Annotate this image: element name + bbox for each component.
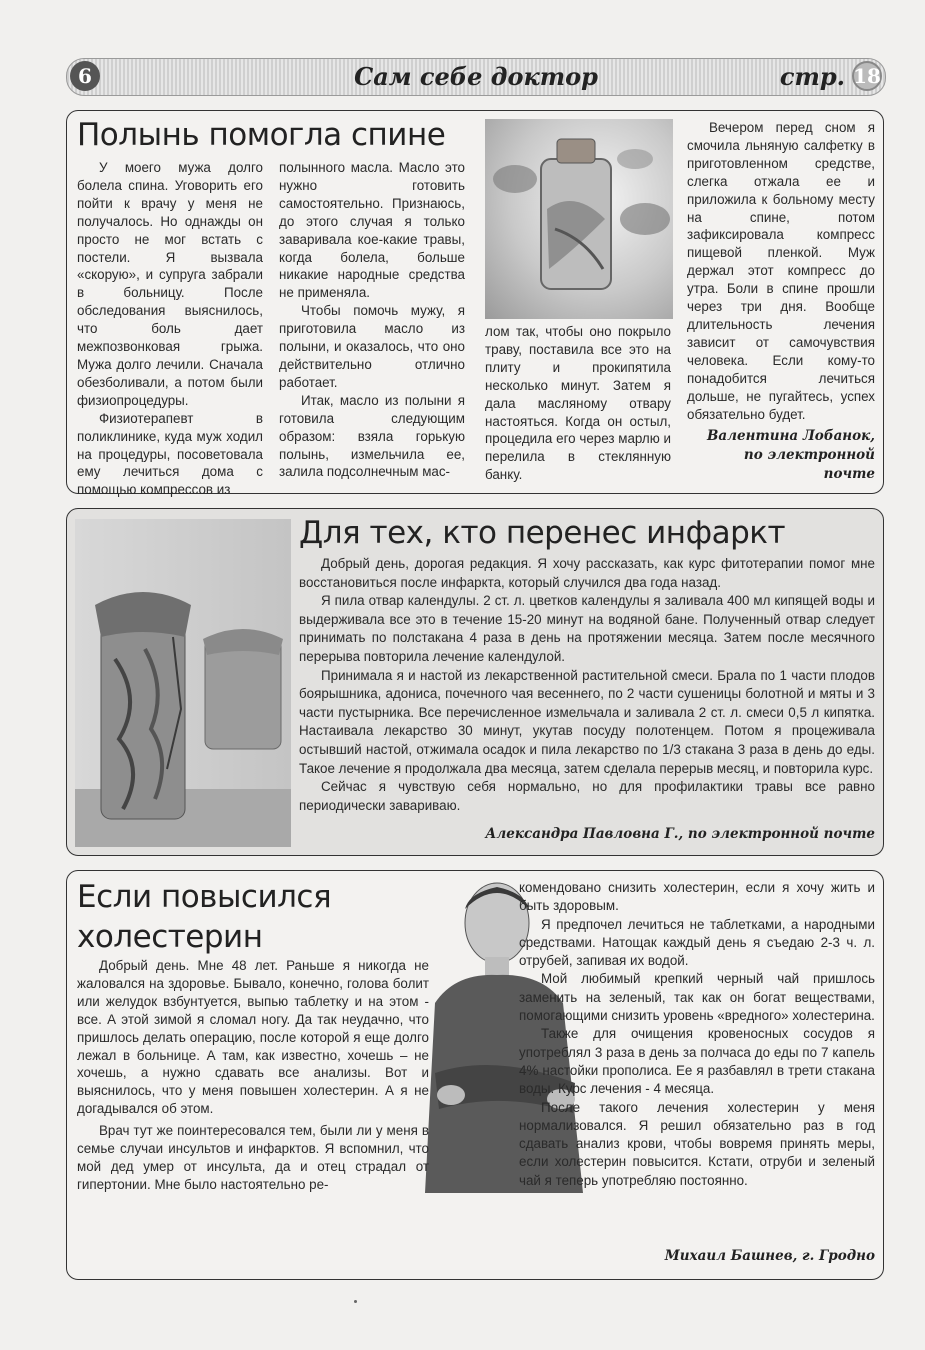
paragraph: Также для очищения кровеносных сосудов я употреблял 3 раза в день за полчаса до еды по 7 капель 4% настойки прополиса. Ее я разбавлял в трети стакана воды. Курс лечения - 4 месяца. <box>519 1026 875 1097</box>
article-column-2 <box>519 879 875 1190</box>
article-column-4 <box>687 119 875 423</box>
article-heart-attack <box>66 508 884 856</box>
paragraph: Врач тут же поинтересовался тем, были ли у меня в семье случаи инсультов и инфарктов. Я вспомнил, что мой дед умер от инсульта, да и отец страдал от гипертонии. Мне было настоятельно ре- <box>77 1123 429 1192</box>
article-column-1 <box>77 957 429 1194</box>
article-wormwood <box>66 110 884 498</box>
article-cholesterol <box>66 870 884 1280</box>
print-speck <box>354 1300 357 1303</box>
paragraph: После такого лечения холестерин у меня нормализовался. Я решил обязательно раз в год сдавать анализ крови, чтобы вовремя принять меры, если холестерин повысится. Кстати, отруби и зеленый чай я теперь употребляю постоянно. <box>519 1099 875 1188</box>
paragraph: Принимала я и настой из лекарственной растительной смеси. Брала по 1 части плодов боярышника, адониса, почечного чая весеннего, по 2 части сушеницы болотной и мяты и 3 части пустырника. Все перечисленное измельчала и заливала 2 ст. л. смеси 0,5 л кипятка. Настаивала лекарство 30 минут, укутав посуду полотенцем. Потом я процеживала остывший настой, отжимала осадок и пила лекарство по 1/3 стакана 3 раза в день до еды. Такое лечение я продолжала два месяца, затем сделала перерыв месяц, и повторила курс. <box>299 667 875 776</box>
article-title: Полынь помогла спине <box>77 117 446 153</box>
title-line: холестерин <box>77 919 263 955</box>
paragraph: комендовано снизить холестерин, если я хочу жить и быть здоровым. <box>519 880 875 914</box>
author-signature: Александра Павловна Г., по электронной почте <box>485 826 875 842</box>
paragraph: Добрый день, дорогая редакция. Я хочу рассказать, как курс фитотерапии помог мне восстановиться после инфаркта, который случился два года назад. <box>299 556 875 590</box>
signature-line: по электронной <box>743 447 875 463</box>
article-column-1 <box>77 159 263 499</box>
paragraph: Я пила отвар календулы. 2 ст. л. цветков календулы я заливала 400 мл кипящей воды и выдерживала все это в течение 15-20 минут на водяной бане. Полученный отвар следует принимать по полстакана 4 раза в день на протяжении месяца. Затем после месячного перерыва повторила лечение календулой. <box>299 593 875 664</box>
title-line: Если повысился <box>77 879 332 915</box>
wormwood-jar-photo <box>485 119 673 319</box>
herb-jars-photo <box>75 519 291 847</box>
paragraph: Вечером перед сном я смочила льняную салфетку в приготовленном средстве, слегка отжала ее и приложила к больному месту на спине, потом зафиксировала компресс пищевой пленкой. Муж держал этот компресс до утра. Боли в спине прошли через три дня. Вообще длительность лечения зависит от самочувствия человека. Если кому-то понадобится лечиться дольше, не пугайтесь, успех обязательно будет. <box>687 120 875 422</box>
page-number-right: 18 <box>852 61 882 91</box>
author-signature <box>687 427 875 484</box>
signature-line: почте <box>823 466 875 482</box>
author-signature: Михаил Башнев, г. Гродно <box>664 1248 875 1264</box>
article-body <box>299 555 875 815</box>
rubric-title: Сам себе доктор <box>354 62 598 91</box>
paragraph: Чтобы помочь мужу, я приготовила масло из полыни, и оказалось, что оно действительно отлично работает. <box>279 303 465 390</box>
paragraph: У моего мужа долго болела спина. Уговорить его пойти к врачу у меня не получалось. Но однажды он просто не мог встать с постели. Я вызвала «скорую», и супруга забрали в больницу. После обследования выяснилось, что боль дает межпозвонковая грыжа. Мужа долго лечили. Сначала обезболивали, а потом были физиопроцедуры. <box>77 160 263 408</box>
page-number-left: 6 <box>70 61 100 91</box>
paragraph: Итак, масло из полыни я готовила следующим образом: взяла горькую полынь, измельчила ее, залила подсолнечным мас- <box>279 392 465 480</box>
paragraph: полынного масла. Масло это нужно готовить самостоятельно. Признаюсь, до этого случая я только заваривала кое-какие травы, когда болела, больше никакие народные средства не применяла. <box>279 160 465 301</box>
article-title <box>77 877 331 957</box>
page-header <box>66 58 886 96</box>
paragraph: лом так, чтобы оно покрыло траву, поставила все это на плиту и прокипятила несколько минут. Затем я дала масляному отвару настояться. Когда он остыл, процедила его через марлю и перелила в стеклянную банку. <box>485 324 671 483</box>
page-label: стр. <box>779 62 845 91</box>
paragraph: Сейчас я чувствую себя нормально, но для профилактики травы все равно периодически завариваю. <box>299 779 875 813</box>
article-column-2 <box>279 159 465 481</box>
paragraph: Я предпочел лечиться не таблетками, а народными средствами. Натощак каждый день я съедаю 2-3 ч. л. отрубей, запивая их водой. <box>519 916 875 969</box>
paragraph: Физиотерапевт в поликлинике, куда муж ходил на процедуры, посоветовала ему лечиться дома с помощью компрессов из <box>77 410 263 498</box>
article-column-3 <box>485 323 671 484</box>
paragraph: Добрый день. Мне 48 лет. Раньше я никогда не жаловался на здоровье. Бывало, конечно, голова болит или желудок взбунтуется, выпью таблетку и на этом - все. А этой зимой я сломал ногу. Да так неудачно, что пришлось делать операцию, после которой я еще долго лежал в больнице. А там, как известно, хочешь – не хочешь, а нужно сдавать все анализы. Вот и выяснилось, что у меня повышен холестерин. А я не догадывался об этом. <box>77 958 429 1117</box>
signature-line: Валентина Лобанок, <box>707 428 875 444</box>
paragraph: Мой любимый крепкий черный чай пришлось заменить на зеленый, так как он богат веществами, помогающими снизить уровень «вредного» холестерина. <box>519 971 875 1024</box>
article-title: Для тех, кто перенес инфаркт <box>299 515 786 551</box>
